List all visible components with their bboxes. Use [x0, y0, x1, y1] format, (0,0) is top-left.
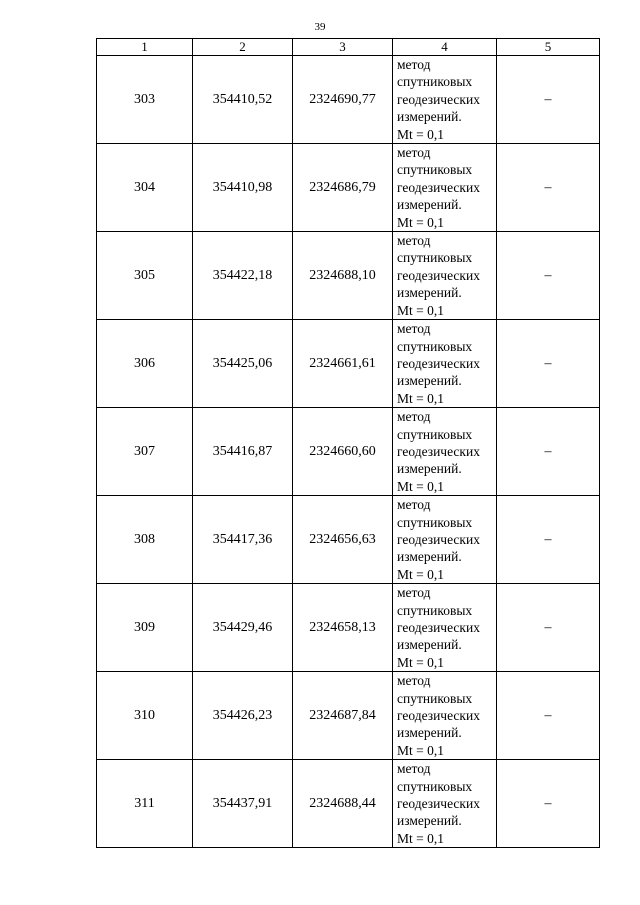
method-line: метод	[397, 497, 431, 513]
method-line: измерений.	[397, 461, 462, 477]
method-line: измерений.	[397, 109, 462, 125]
column-header: 3	[293, 39, 393, 56]
method-line: измерений.	[397, 725, 462, 741]
point-number-cell: 305	[97, 232, 193, 320]
method-cell	[393, 496, 497, 584]
method-line: измерений.	[397, 813, 462, 829]
method-line: Mt = 0,1	[397, 742, 444, 758]
method-line: геодезических	[397, 355, 480, 371]
note-cell: –	[497, 672, 600, 760]
point-number-cell: 303	[97, 56, 193, 144]
method-line: спутниковых	[397, 690, 473, 706]
note-cell: –	[497, 56, 600, 144]
method-line: спутниковых	[397, 602, 473, 618]
method-line: метод	[397, 145, 431, 161]
table-row	[97, 760, 600, 848]
y-coordinate-cell: 2324690,77	[293, 56, 393, 144]
y-coordinate-cell: 2324658,13	[293, 584, 393, 672]
point-number-cell: 308	[97, 496, 193, 584]
x-coordinate-cell: 354416,87	[193, 408, 293, 496]
method-line: геодезических	[397, 620, 480, 635]
point-number-cell: 310	[97, 672, 193, 760]
method-line: метод	[397, 673, 431, 689]
method-cell	[393, 144, 497, 232]
method-line: спутниковых	[397, 778, 473, 794]
method-line: метод	[397, 409, 431, 425]
method-line: измерений.	[397, 637, 462, 653]
table-row	[97, 320, 600, 408]
y-coordinate-cell: 2324661,61	[293, 320, 393, 408]
y-coordinate-cell: 2324656,63	[293, 496, 393, 584]
page-number: 39	[314, 21, 326, 33]
method-line: Mt = 0,1	[397, 478, 444, 494]
x-coordinate-cell: 354410,52	[193, 56, 293, 144]
table-body	[97, 56, 600, 848]
method-line: Mt = 0,1	[397, 302, 444, 318]
method-line: спутниковых	[397, 426, 473, 442]
table-row	[97, 408, 600, 496]
column-header: 2	[193, 39, 293, 56]
column-header: 1	[97, 39, 193, 56]
method-line: спутниковых	[397, 250, 473, 266]
x-coordinate-cell: 354417,36	[193, 496, 293, 584]
coordinates-table	[96, 38, 600, 848]
method-line: спутниковых	[397, 74, 473, 90]
method-line: метод	[397, 761, 431, 777]
method-line: Mt = 0,1	[397, 830, 444, 846]
method-line: геодезических	[397, 267, 480, 283]
table-row	[97, 584, 600, 672]
method-cell	[393, 232, 497, 320]
note-cell: –	[497, 320, 600, 408]
method-line: геодезических	[397, 91, 480, 107]
point-number-cell: 304	[97, 144, 193, 232]
point-number-cell: 311	[97, 760, 193, 848]
method-line: геодезических	[397, 531, 480, 547]
method-line: геодезических	[397, 443, 480, 459]
method-cell	[393, 760, 497, 848]
method-cell	[393, 56, 497, 144]
method-line: геодезических	[397, 179, 480, 195]
table-row	[97, 56, 600, 144]
y-coordinate-cell: 2324660,60	[293, 408, 393, 496]
method-line: метод	[397, 321, 431, 337]
method-line: геодезических	[397, 708, 480, 724]
y-coordinate-cell: 2324688,44	[293, 760, 393, 848]
table-row	[97, 232, 600, 320]
method-line: Mt = 0,1	[397, 390, 444, 406]
note-cell: –	[497, 408, 600, 496]
note-cell: –	[497, 760, 600, 848]
method-line: спутниковых	[397, 338, 473, 354]
method-line: метод	[397, 233, 431, 249]
method-cell	[393, 584, 497, 672]
method-line: метод	[397, 57, 431, 72]
method-line: Mt = 0,1	[397, 566, 444, 582]
note-cell: –	[497, 144, 600, 232]
method-line: спутниковых	[397, 162, 473, 178]
point-number-cell: 306	[97, 320, 193, 408]
note-cell: –	[497, 496, 600, 584]
y-coordinate-cell: 2324687,84	[293, 672, 393, 760]
method-cell	[393, 672, 497, 760]
method-cell	[393, 408, 497, 496]
table-row	[97, 672, 600, 760]
column-header: 5	[497, 39, 600, 56]
method-line: метод	[397, 585, 431, 601]
x-coordinate-cell: 354425,06	[193, 320, 293, 408]
method-line: измерений.	[397, 285, 462, 301]
method-line: геодезических	[397, 796, 480, 812]
y-coordinate-cell: 2324686,79	[293, 144, 393, 232]
method-line: измерений.	[397, 373, 462, 389]
x-coordinate-cell: 354437,91	[193, 760, 293, 848]
method-line: измерений.	[397, 197, 462, 213]
method-cell	[393, 320, 497, 408]
column-header: 4	[393, 39, 497, 56]
x-coordinate-cell: 354410,98	[193, 144, 293, 232]
point-number-cell: 307	[97, 408, 193, 496]
note-cell: –	[497, 232, 600, 320]
method-line: Mt = 0,1	[397, 214, 444, 230]
table-row	[97, 144, 600, 232]
method-line: Mt = 0,1	[397, 654, 444, 670]
method-line: спутниковых	[397, 514, 473, 530]
method-line: измерений.	[397, 549, 462, 565]
y-coordinate-cell: 2324688,10	[293, 232, 393, 320]
x-coordinate-cell: 354429,46	[193, 584, 293, 672]
x-coordinate-cell: 354426,23	[193, 672, 293, 760]
header-row	[97, 39, 600, 56]
method-line: Mt = 0,1	[397, 126, 444, 142]
x-coordinate-cell: 354422,18	[193, 232, 293, 320]
note-cell: –	[497, 584, 600, 672]
point-number-cell: 309	[97, 584, 193, 672]
table-header	[97, 39, 600, 56]
table-row	[97, 496, 600, 584]
